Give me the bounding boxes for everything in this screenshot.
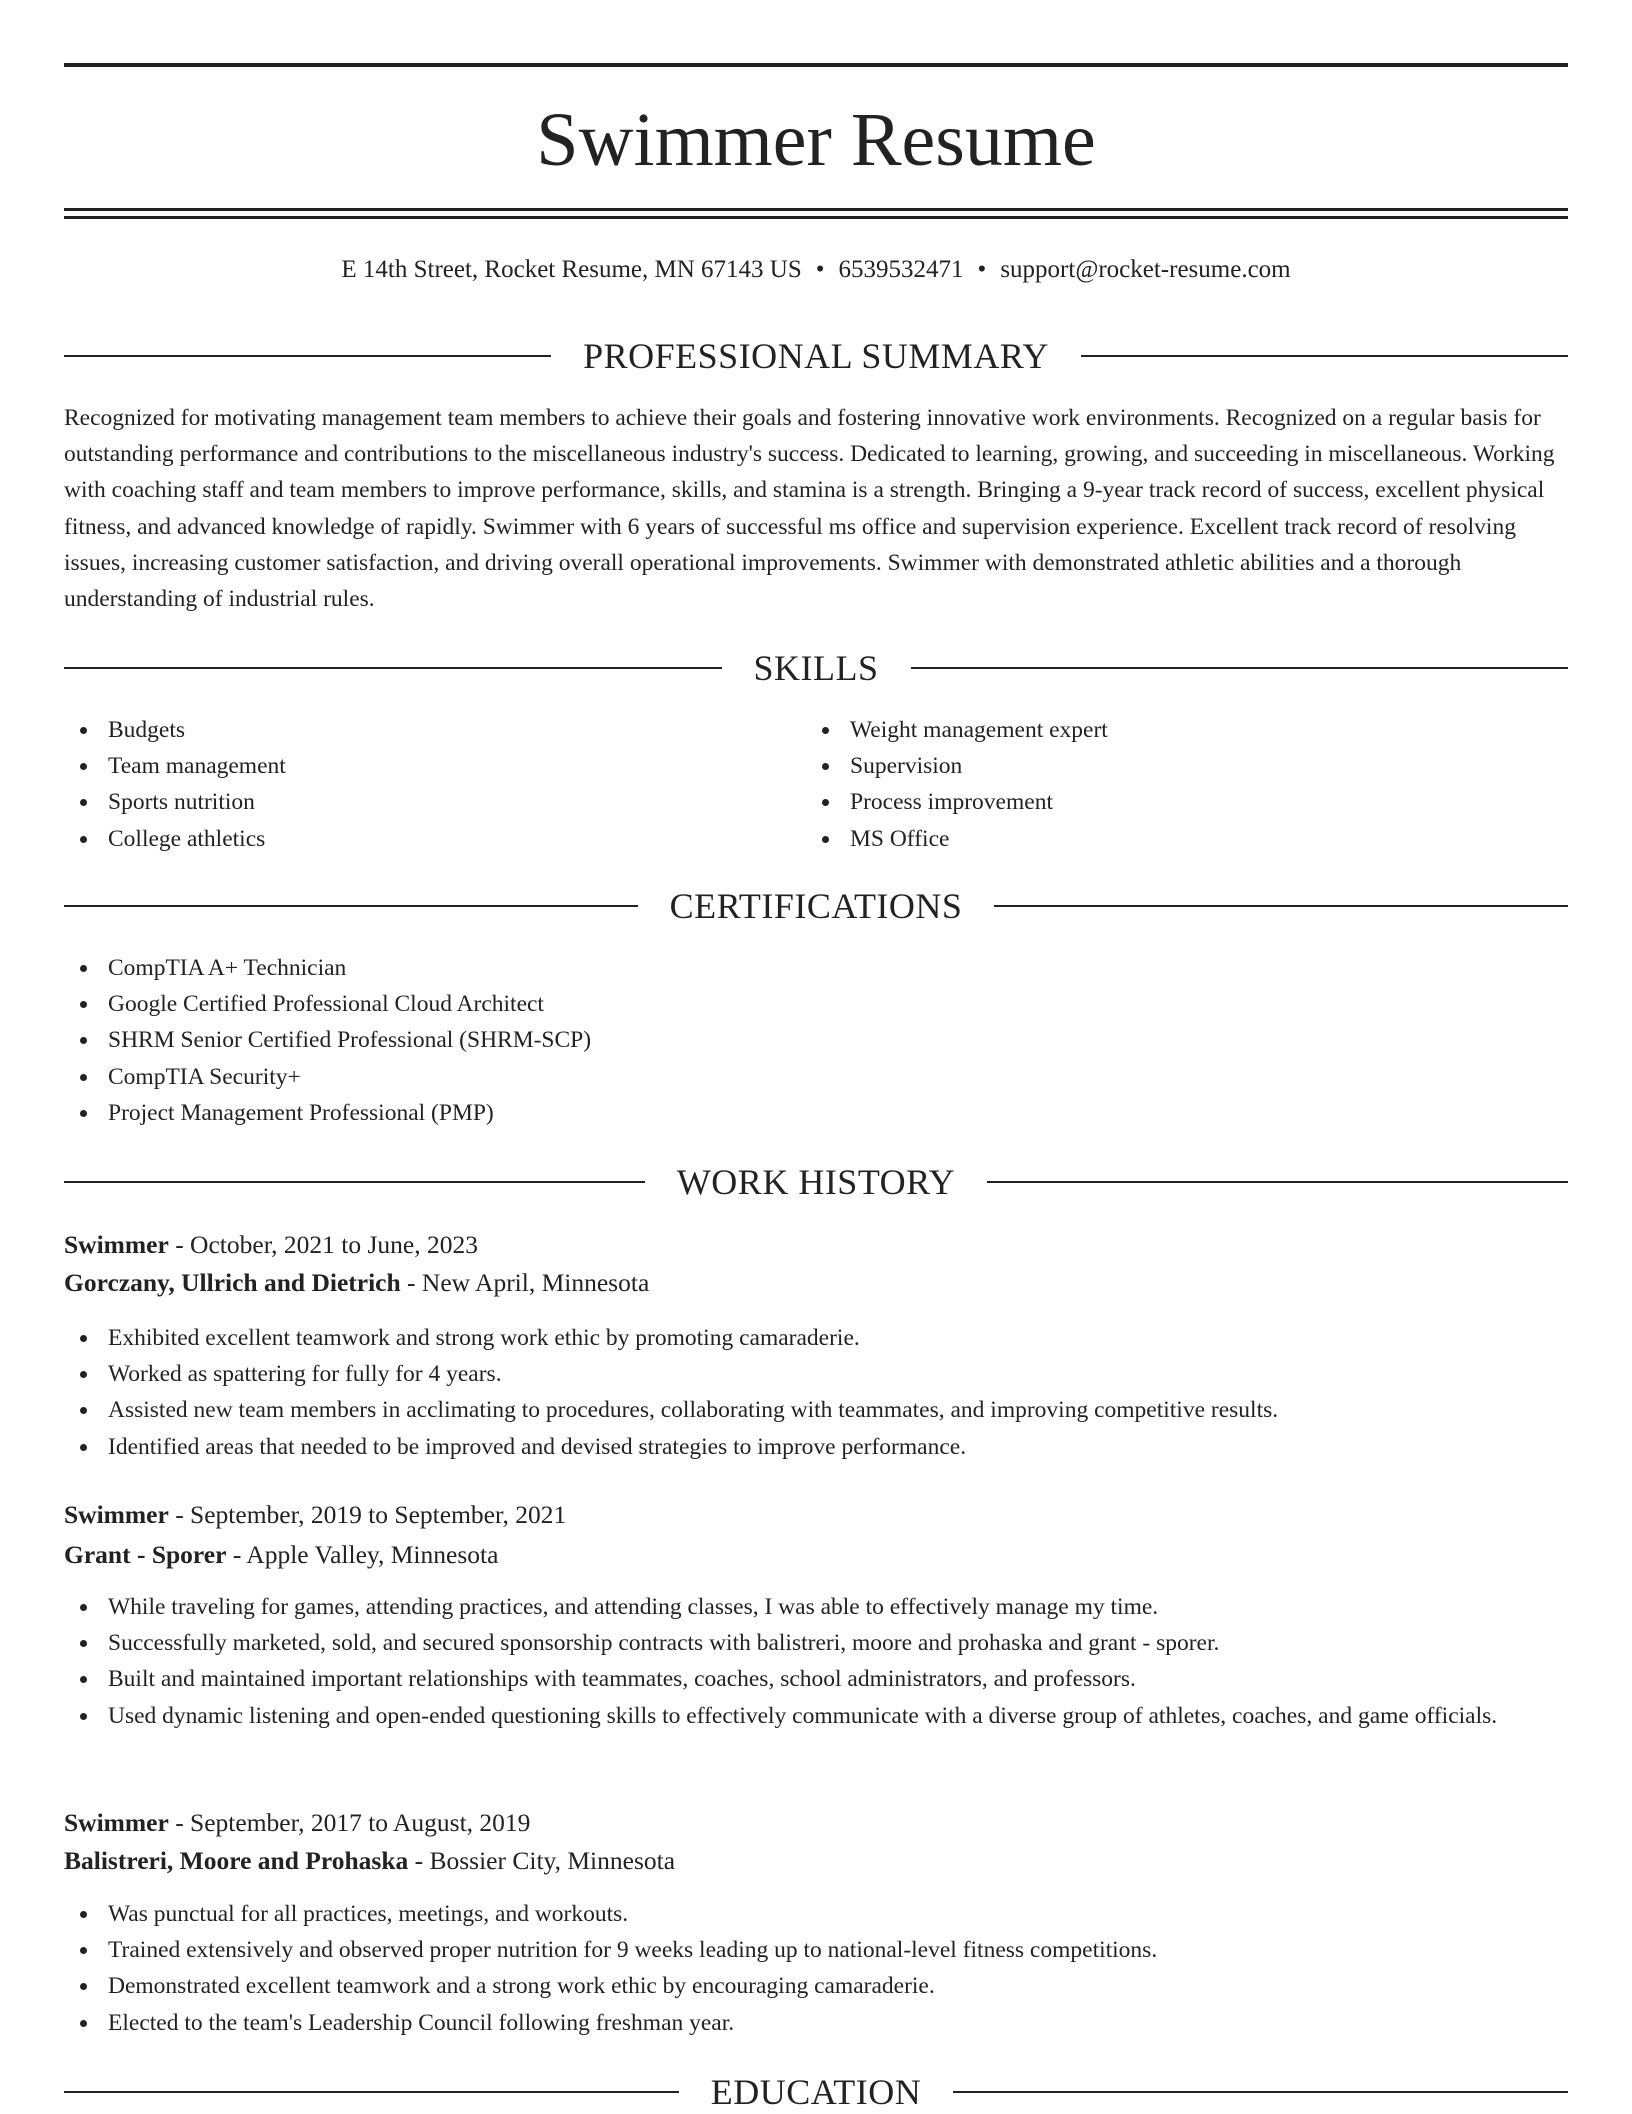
- section-divider: [64, 355, 551, 357]
- job-employer-line: [64, 1536, 1568, 1574]
- contact-address: E 14th Street, Rocket Resume, MN 67143 US: [341, 256, 802, 283]
- section-divider: [987, 1181, 1568, 1183]
- skill-item: Supervision: [806, 748, 1506, 784]
- job-bullet: Worked as spattering for fully for 4 years.: [64, 1356, 1568, 1392]
- job-bullet: Successfully marketed, sold, and secured sponsorship contracts with balistreri, moore and prohaska and grant - sporer.: [64, 1625, 1568, 1661]
- skills-list-right: [806, 712, 1506, 857]
- section-divider: [953, 2091, 1568, 2093]
- header-double-rule-bottom: [64, 216, 1568, 219]
- section-title: SKILLS: [753, 648, 879, 688]
- certification-item: SHRM Senior Certified Professional (SHRM-SCP): [64, 1022, 1568, 1058]
- job-title-line: [64, 1226, 1568, 1264]
- section-header-summary: [64, 334, 1568, 378]
- job-bullets: [64, 1589, 1568, 1734]
- job-employer-line: [64, 1842, 1568, 1880]
- job-bullets: [64, 1896, 1568, 2041]
- skill-item: College athletics: [64, 821, 764, 857]
- job-role: Swimmer: [64, 1500, 169, 1529]
- job-company: Balistreri, Moore and Prohaska: [64, 1846, 409, 1875]
- certification-item: CompTIA Security+: [64, 1059, 1568, 1095]
- job-bullet: Built and maintained important relationships with teammates, coaches, school administrators, and professors.: [64, 1661, 1568, 1697]
- skill-item: Sports nutrition: [64, 784, 764, 820]
- job-bullets: [64, 1320, 1568, 1465]
- job-bullet: Exhibited excellent teamwork and strong work ethic by promoting camaraderie.: [64, 1320, 1568, 1356]
- job-dates: - October, 2021 to June, 2023: [168, 1230, 478, 1259]
- section-divider: [64, 667, 722, 669]
- job-company: Gorczany, Ullrich and Dietrich: [64, 1268, 401, 1297]
- job-bullet: Assisted new team members in acclimating to procedures, collaborating with teammates, and improving competitive results.: [64, 1392, 1568, 1428]
- section-title: EDUCATION: [710, 2072, 922, 2112]
- job-role: Swimmer: [64, 1808, 169, 1837]
- job-location: - Bossier City, Minnesota: [408, 1846, 676, 1875]
- section-divider: [911, 667, 1569, 669]
- job-location: - New April, Minnesota: [400, 1268, 650, 1297]
- job-dates: - September, 2017 to August, 2019: [168, 1808, 531, 1837]
- certification-item: Google Certified Professional Cloud Architect: [64, 986, 1568, 1022]
- contact-line: [0, 252, 1632, 288]
- job-company: Grant - Sporer: [64, 1540, 227, 1569]
- job-title-line: [64, 1804, 1568, 1842]
- job-bullet: Identified areas that needed to be improved and devised strategies to improve performance.: [64, 1429, 1568, 1465]
- skill-item: Weight management expert: [806, 712, 1506, 748]
- section-divider: [64, 2091, 679, 2093]
- job-role: Swimmer: [64, 1230, 169, 1259]
- resume-title: Swimmer Resume: [536, 98, 1096, 182]
- contact-separator: •: [977, 256, 987, 283]
- summary-paragraph: Recognized for motivating management team members to achieve their goals and fostering innovative work environments. Recognized on a regular basis for outstanding performance and contributions to the miscellaneous industry's success. Dedicated to learning, growing, and succeeding in miscellaneous. Working with coaching staff and team members to improve performance, skills, and stamina is a strength. Bringing a 9-year track record of success, excellent physical fitness, and advanced knowledge of rapidly. Swimmer with 6 years of successful ms office and supervision experience. Excellent track record of resolving issues, increasing customer satisfaction, and driving overall operational improvements. Swimmer with demonstrated athletic abilities and a thorough understanding of industrial rules.: [64, 405, 1555, 613]
- section-header-education: [64, 2070, 1568, 2114]
- skill-item: MS Office: [806, 821, 1506, 857]
- job-bullet: Trained extensively and observed proper nutrition for 9 weeks leading up to national-level fitness competitions.: [64, 1932, 1568, 1968]
- skill-item: Process improvement: [806, 784, 1506, 820]
- contact-phone: 6539532471: [838, 256, 964, 283]
- contact-separator: •: [815, 256, 825, 283]
- job-location: - Apple Valley, Minnesota: [226, 1540, 499, 1569]
- skill-item: Budgets: [64, 712, 764, 748]
- certifications-list: [64, 950, 1568, 1131]
- job-dates: - September, 2019 to September, 2021: [168, 1500, 567, 1529]
- header-double-rule-top: [64, 208, 1568, 211]
- job-bullet: Demonstrated excellent teamwork and a strong work ethic by encouraging camaraderie.: [64, 1968, 1568, 2004]
- skill-item: Team management: [64, 748, 764, 784]
- section-title: CERTIFICATIONS: [669, 886, 963, 926]
- certification-item: Project Management Professional (PMP): [64, 1095, 1568, 1131]
- section-divider: [64, 1181, 645, 1183]
- section-header-certifications: [64, 884, 1568, 928]
- job-bullet: Elected to the team's Leadership Council following freshman year.: [64, 2005, 1568, 2041]
- contact-email: support@rocket-resume.com: [1000, 256, 1291, 283]
- section-header-work-history: [64, 1160, 1568, 1204]
- skills-list-left: [64, 712, 764, 857]
- job-title-line: [64, 1496, 1568, 1534]
- section-divider: [64, 905, 638, 907]
- section-header-skills: [64, 646, 1568, 690]
- section-divider: [994, 905, 1568, 907]
- section-title: PROFESSIONAL SUMMARY: [583, 336, 1049, 376]
- job-bullet: Was punctual for all practices, meetings, and workouts.: [64, 1896, 1568, 1932]
- header-top-rule: [64, 63, 1568, 67]
- certification-item: CompTIA A+ Technician: [64, 950, 1568, 986]
- job-employer-line: [64, 1264, 1568, 1302]
- job-bullet: Used dynamic listening and open-ended questioning skills to effectively communicate with a diverse group of athletes, coaches, and game officials.: [64, 1698, 1568, 1734]
- section-divider: [1081, 355, 1568, 357]
- job-bullet: While traveling for games, attending practices, and attending classes, I was able to effectively manage my time.: [64, 1589, 1568, 1625]
- section-title: WORK HISTORY: [676, 1162, 956, 1202]
